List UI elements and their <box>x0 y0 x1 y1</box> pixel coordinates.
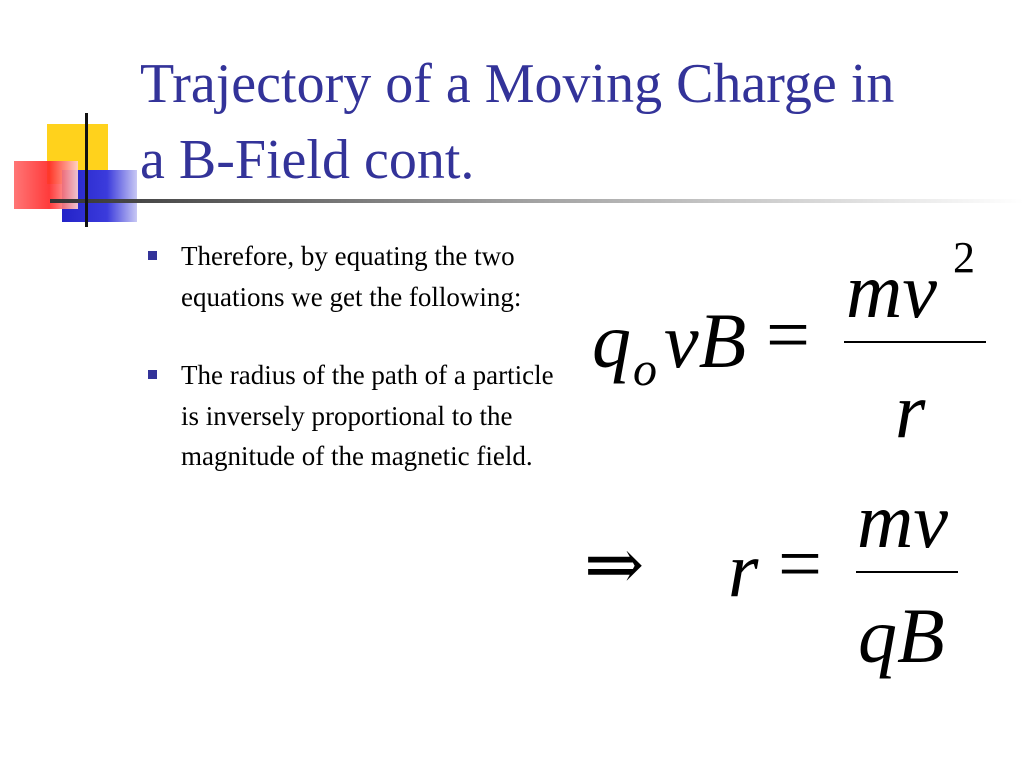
eq2-r: r <box>728 526 759 613</box>
eq2-fraction-bar <box>856 571 958 573</box>
eq1-equals: = <box>766 291 810 378</box>
bullet-text: Therefore, by equating the two equations we get the following: <box>181 241 522 312</box>
eq1-exponent: 2 <box>953 233 975 282</box>
eq2-numerator: mv <box>857 477 948 564</box>
title-line-1: Trajectory of a Moving Charge in <box>140 53 895 115</box>
eq2-equals: = <box>778 520 822 607</box>
eq1-vB: vB <box>664 297 747 384</box>
eq1-denominator: r <box>895 367 926 454</box>
eq2-implies-arrow: ⇒ <box>584 522 645 606</box>
eq1-numerator: mv <box>846 247 937 334</box>
eq1-q: q <box>592 297 631 384</box>
bullet-text: The radius of the path of a particle is inversely proportional to the magnitude of the magnetic field. <box>181 360 554 471</box>
title-line-2: a B-Field cont. <box>140 129 475 191</box>
eq2-denominator: qB <box>858 592 945 679</box>
eq1-subscript-o: o <box>633 343 657 396</box>
